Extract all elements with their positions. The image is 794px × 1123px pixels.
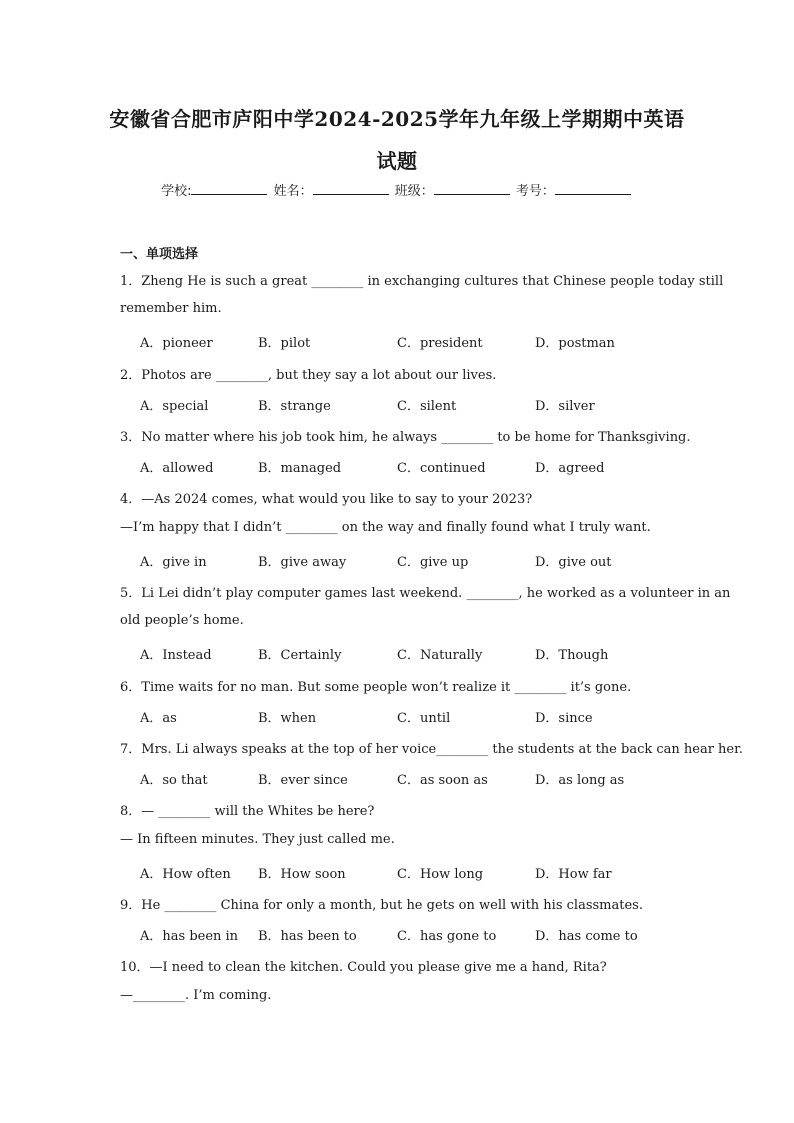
option-a[interactable]: A．special [140, 399, 209, 414]
option-a[interactable]: A．as [140, 711, 177, 726]
question-4-options [140, 551, 700, 569]
exam-number-blank[interactable] [555, 182, 631, 195]
question-4-line-2: —I’m happy that I didn’t ________ on the way and finally found what I truly want. [120, 520, 651, 535]
option-b[interactable]: B．give away [258, 555, 347, 570]
option-c[interactable]: C．until [397, 711, 451, 726]
option-d[interactable]: D．as long as [535, 773, 625, 788]
question-3-options [140, 457, 700, 475]
option-a[interactable]: A．allowed [140, 461, 214, 476]
exam-number-label: 考号： [515, 184, 555, 199]
question-8-line-1: 8．— ________ will the Whites be here? [120, 804, 375, 819]
question-1-options [140, 332, 700, 350]
question-6-options [140, 707, 700, 725]
option-d[interactable]: D．How far [535, 867, 612, 882]
option-a[interactable]: A．has been in [140, 929, 239, 944]
section-heading: 一、单项选择 [120, 247, 199, 262]
option-d[interactable]: D．silver [535, 399, 595, 414]
option-a[interactable]: A．so that [140, 773, 208, 788]
option-b[interactable]: B．pilot [258, 336, 311, 351]
option-d[interactable]: D．since [535, 711, 593, 726]
question-10-line-1: 10．—I need to clean the kitchen. Could you please give me a hand, Rita? [120, 960, 607, 975]
question-7-line-1: 7．Mrs. Li always speaks at the top of her voice________ the students at the back can hear her. [120, 742, 744, 757]
option-c[interactable]: C．silent [397, 399, 457, 414]
option-b[interactable]: B．when [258, 711, 317, 726]
name-blank[interactable] [313, 182, 389, 195]
option-c[interactable]: C．Naturally [397, 648, 483, 663]
option-a[interactable]: A．Instead [140, 648, 212, 663]
question-5-line-2: old people’s home. [120, 613, 244, 628]
question-5-line-1: 5．Li Lei didn’t play computer games last weekend. ________, he worked as a volunteer in an [120, 586, 731, 601]
student-info-fields [0, 180, 794, 199]
question-1-line-2: remember him. [120, 301, 222, 316]
option-b[interactable]: B．strange [258, 399, 331, 414]
question-2-options [140, 395, 700, 413]
class-label: 班级： [394, 184, 434, 199]
question-9-line-1: 9．He ________ China for only a month, but he gets on well with his classmates. [120, 898, 643, 913]
option-b[interactable]: B．How soon [258, 867, 346, 882]
question-6-line-1: 6．Time waits for no man. But some people won’t realize it ________ it’s gone. [120, 680, 632, 695]
question-1-line-1: 1．Zheng He is such a great ________ in exchanging cultures that Chinese people today still [120, 274, 724, 289]
option-c[interactable]: C．president [397, 336, 483, 351]
question-9-options [140, 925, 700, 943]
option-b[interactable]: B．ever since [258, 773, 348, 788]
class-blank[interactable] [434, 182, 510, 195]
option-a[interactable]: A．pioneer [140, 336, 213, 351]
option-c[interactable]: C．give up [397, 555, 469, 570]
option-b[interactable]: B．Certainly [258, 648, 342, 663]
option-d[interactable]: D．has come to [535, 929, 638, 944]
question-8-options [140, 863, 700, 881]
question-7-options [140, 769, 700, 787]
exam-title-line2: 试题 [376, 149, 418, 173]
school-label: 学校: [161, 184, 192, 199]
option-d[interactable]: D．agreed [535, 461, 605, 476]
option-a[interactable]: A．give in [140, 555, 207, 570]
question-8-line-2: — In fifteen minutes. They just called me. [120, 832, 395, 847]
exam-title-line1: 安徽省合肥市庐阳中学2024-2025学年九年级上学期期中英语 [109, 107, 685, 131]
option-b[interactable]: B．managed [258, 461, 342, 476]
option-c[interactable]: C．as soon as [397, 773, 488, 788]
option-d[interactable]: D．postman [535, 336, 615, 351]
question-4-line-1: 4．—As 2024 comes, what would you like to say to your 2023? [120, 492, 533, 507]
option-c[interactable]: C．How long [397, 867, 484, 882]
school-blank[interactable] [191, 182, 267, 195]
option-a[interactable]: A．How often [140, 867, 231, 882]
option-d[interactable]: D．Though [535, 648, 609, 663]
option-b[interactable]: B．has been to [258, 929, 357, 944]
question-5-options [140, 644, 700, 662]
question-2-line-1: 2．Photos are ________, but they say a lot about our lives. [120, 368, 497, 383]
question-3-line-1: 3．No matter where his job took him, he always ________ to be home for Thanksgiving. [120, 430, 691, 445]
question-10-line-2: —________. I’m coming. [120, 988, 272, 1003]
option-c[interactable]: C．has gone to [397, 929, 497, 944]
option-c[interactable]: C．continued [397, 461, 486, 476]
name-label: 姓名： [273, 184, 313, 199]
option-d[interactable]: D．give out [535, 555, 612, 570]
